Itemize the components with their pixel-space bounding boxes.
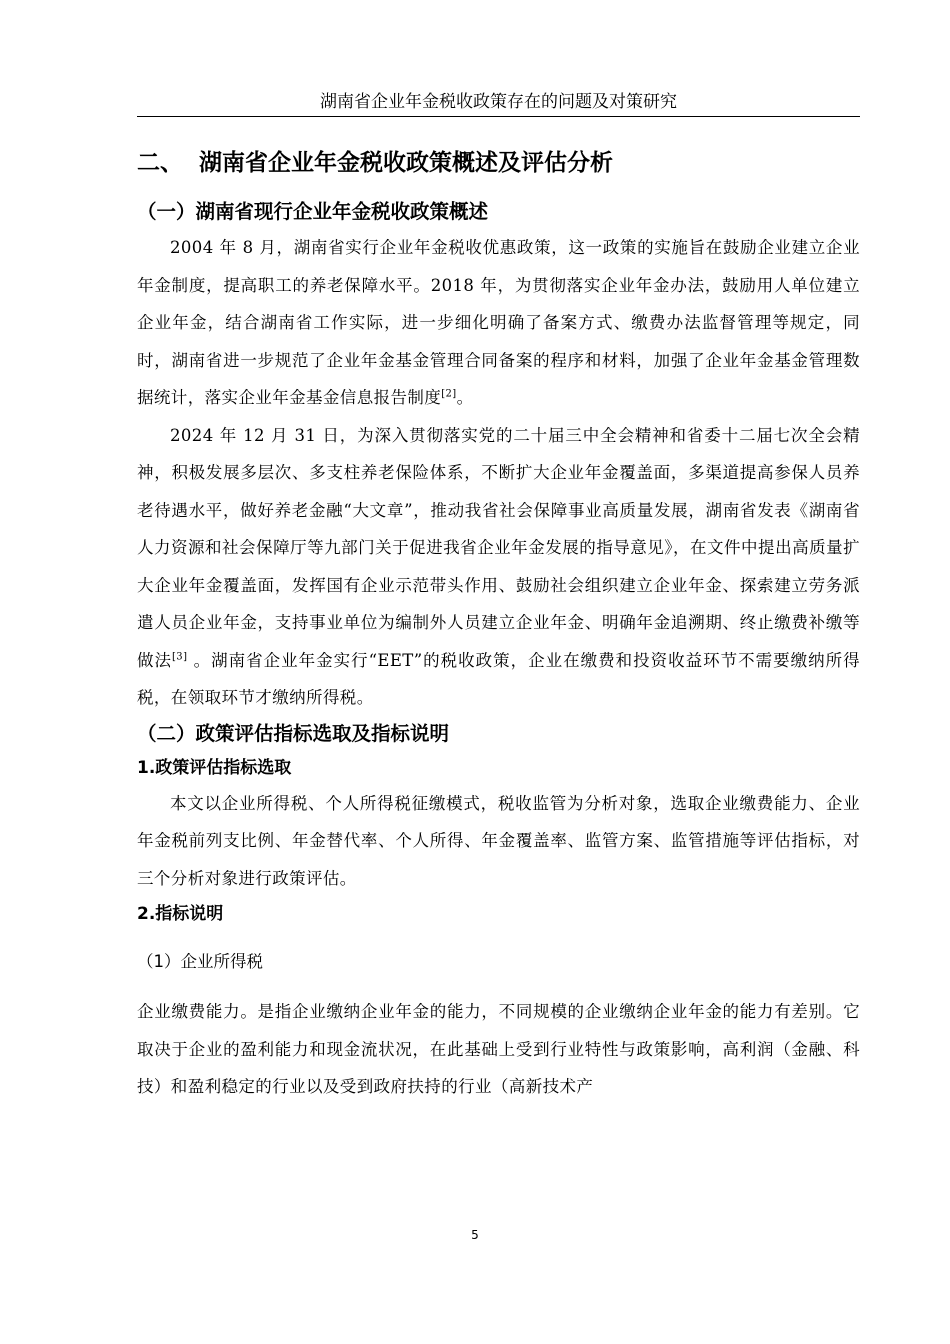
citation-2: [2]: [441, 388, 457, 400]
paragraph-2: [137, 417, 860, 717]
paragraph-1-text: 2004 年 8 月，湖南省实行企业年金税收优惠政策，这一政策的实施旨在鼓励企业建立企业年金制度，提高职工的养老保障水平。2018 年，为贯彻落实企业年金办法，鼓励用人单位建立企业年金，结合湖南省工作实际，进一步细化明确了备案方式、缴费办法监督管理等规定，同时，湖南省进一步规范了企业年金基金管理合同备案的程序和材料，加强了企业年金基金管理数据统计，落实企业年金基金信息报告制度: [137, 238, 860, 407]
subsection-heading-1: （一）湖南省现行企业年金税收政策概述: [137, 200, 489, 223]
running-header: 湖南省企业年金税收政策存在的问题及对策研究: [320, 92, 677, 112]
subheading-indicator-selection: 1.政策评估指标选取: [137, 757, 292, 778]
section-number: 二、: [137, 150, 183, 176]
paragraph-4: 企业缴费能力。是指企业缴纳企业年金的能力，不同规模的企业缴纳企业年金的能力有差别。它取决于企业的盈利能力和现金流状况，在此基础上受到行业特性与政策影响，高利润（金融、科技）和盈利稳定的行业以及受到政府扶持的行业（高新技术产: [137, 1002, 860, 1096]
paragraph-2-text: 2024 年 12 月 31 日，为深入贯彻落实党的二十届三中全会精神和省委十二届七次全会精神，积极发展多层次、多支柱养老保险体系，不断扩大企业年金覆盖面，多渠道提高参保人员养老待遇水平，做好养老金融“大文章”，推动我省社会保障事业高质量发展，湖南省发表《湖南省人力资源和社会保障厅等九部门关于促进我省企业年金发展的指导意见》，在文件中提出高质量扩大企业年金覆盖面，发挥国有企业示范带头作用、鼓励社会组织建立企业年金、探索建立劳务派遣人员企业年金，支持事业单位为编制外人员建立企业年金、明确年金追溯期、终止缴费补缴等做法: [137, 425, 860, 670]
page-body: [137, 143, 860, 1106]
paragraph-3: 本文以企业所得税、个人所得税征缴模式，税收监管为分析对象，选取企业缴费能力、企业年金税前列支比例、年金替代率、个人所得、年金覆盖率、监管方案、监管措施等评估指标，对三个分析对象进行政策评估。: [137, 793, 860, 888]
section-heading: [137, 143, 860, 183]
paragraph-1: [137, 229, 860, 417]
paragraph-1-tail: 。: [456, 388, 474, 407]
section-title: 湖南省企业年金税收政策概述及评估分析: [199, 150, 613, 176]
citation-3: [3]: [172, 651, 188, 662]
subsection-heading-2: （二）政策评估指标选取及指标说明: [137, 721, 450, 745]
item-label-corporate-income-tax: （1）企业所得税: [137, 952, 263, 971]
subheading-indicator-explanation: 2.指标说明: [137, 904, 224, 924]
header-rule: [137, 116, 860, 117]
paragraph-2-tail: 。湖南省企业年金实行“EET”的税收政策，企业在缴费和投资收益环节不需要缴纳所得税，在领取环节才缴纳所得税。: [137, 650, 860, 707]
page-number: 5: [471, 1228, 479, 1242]
